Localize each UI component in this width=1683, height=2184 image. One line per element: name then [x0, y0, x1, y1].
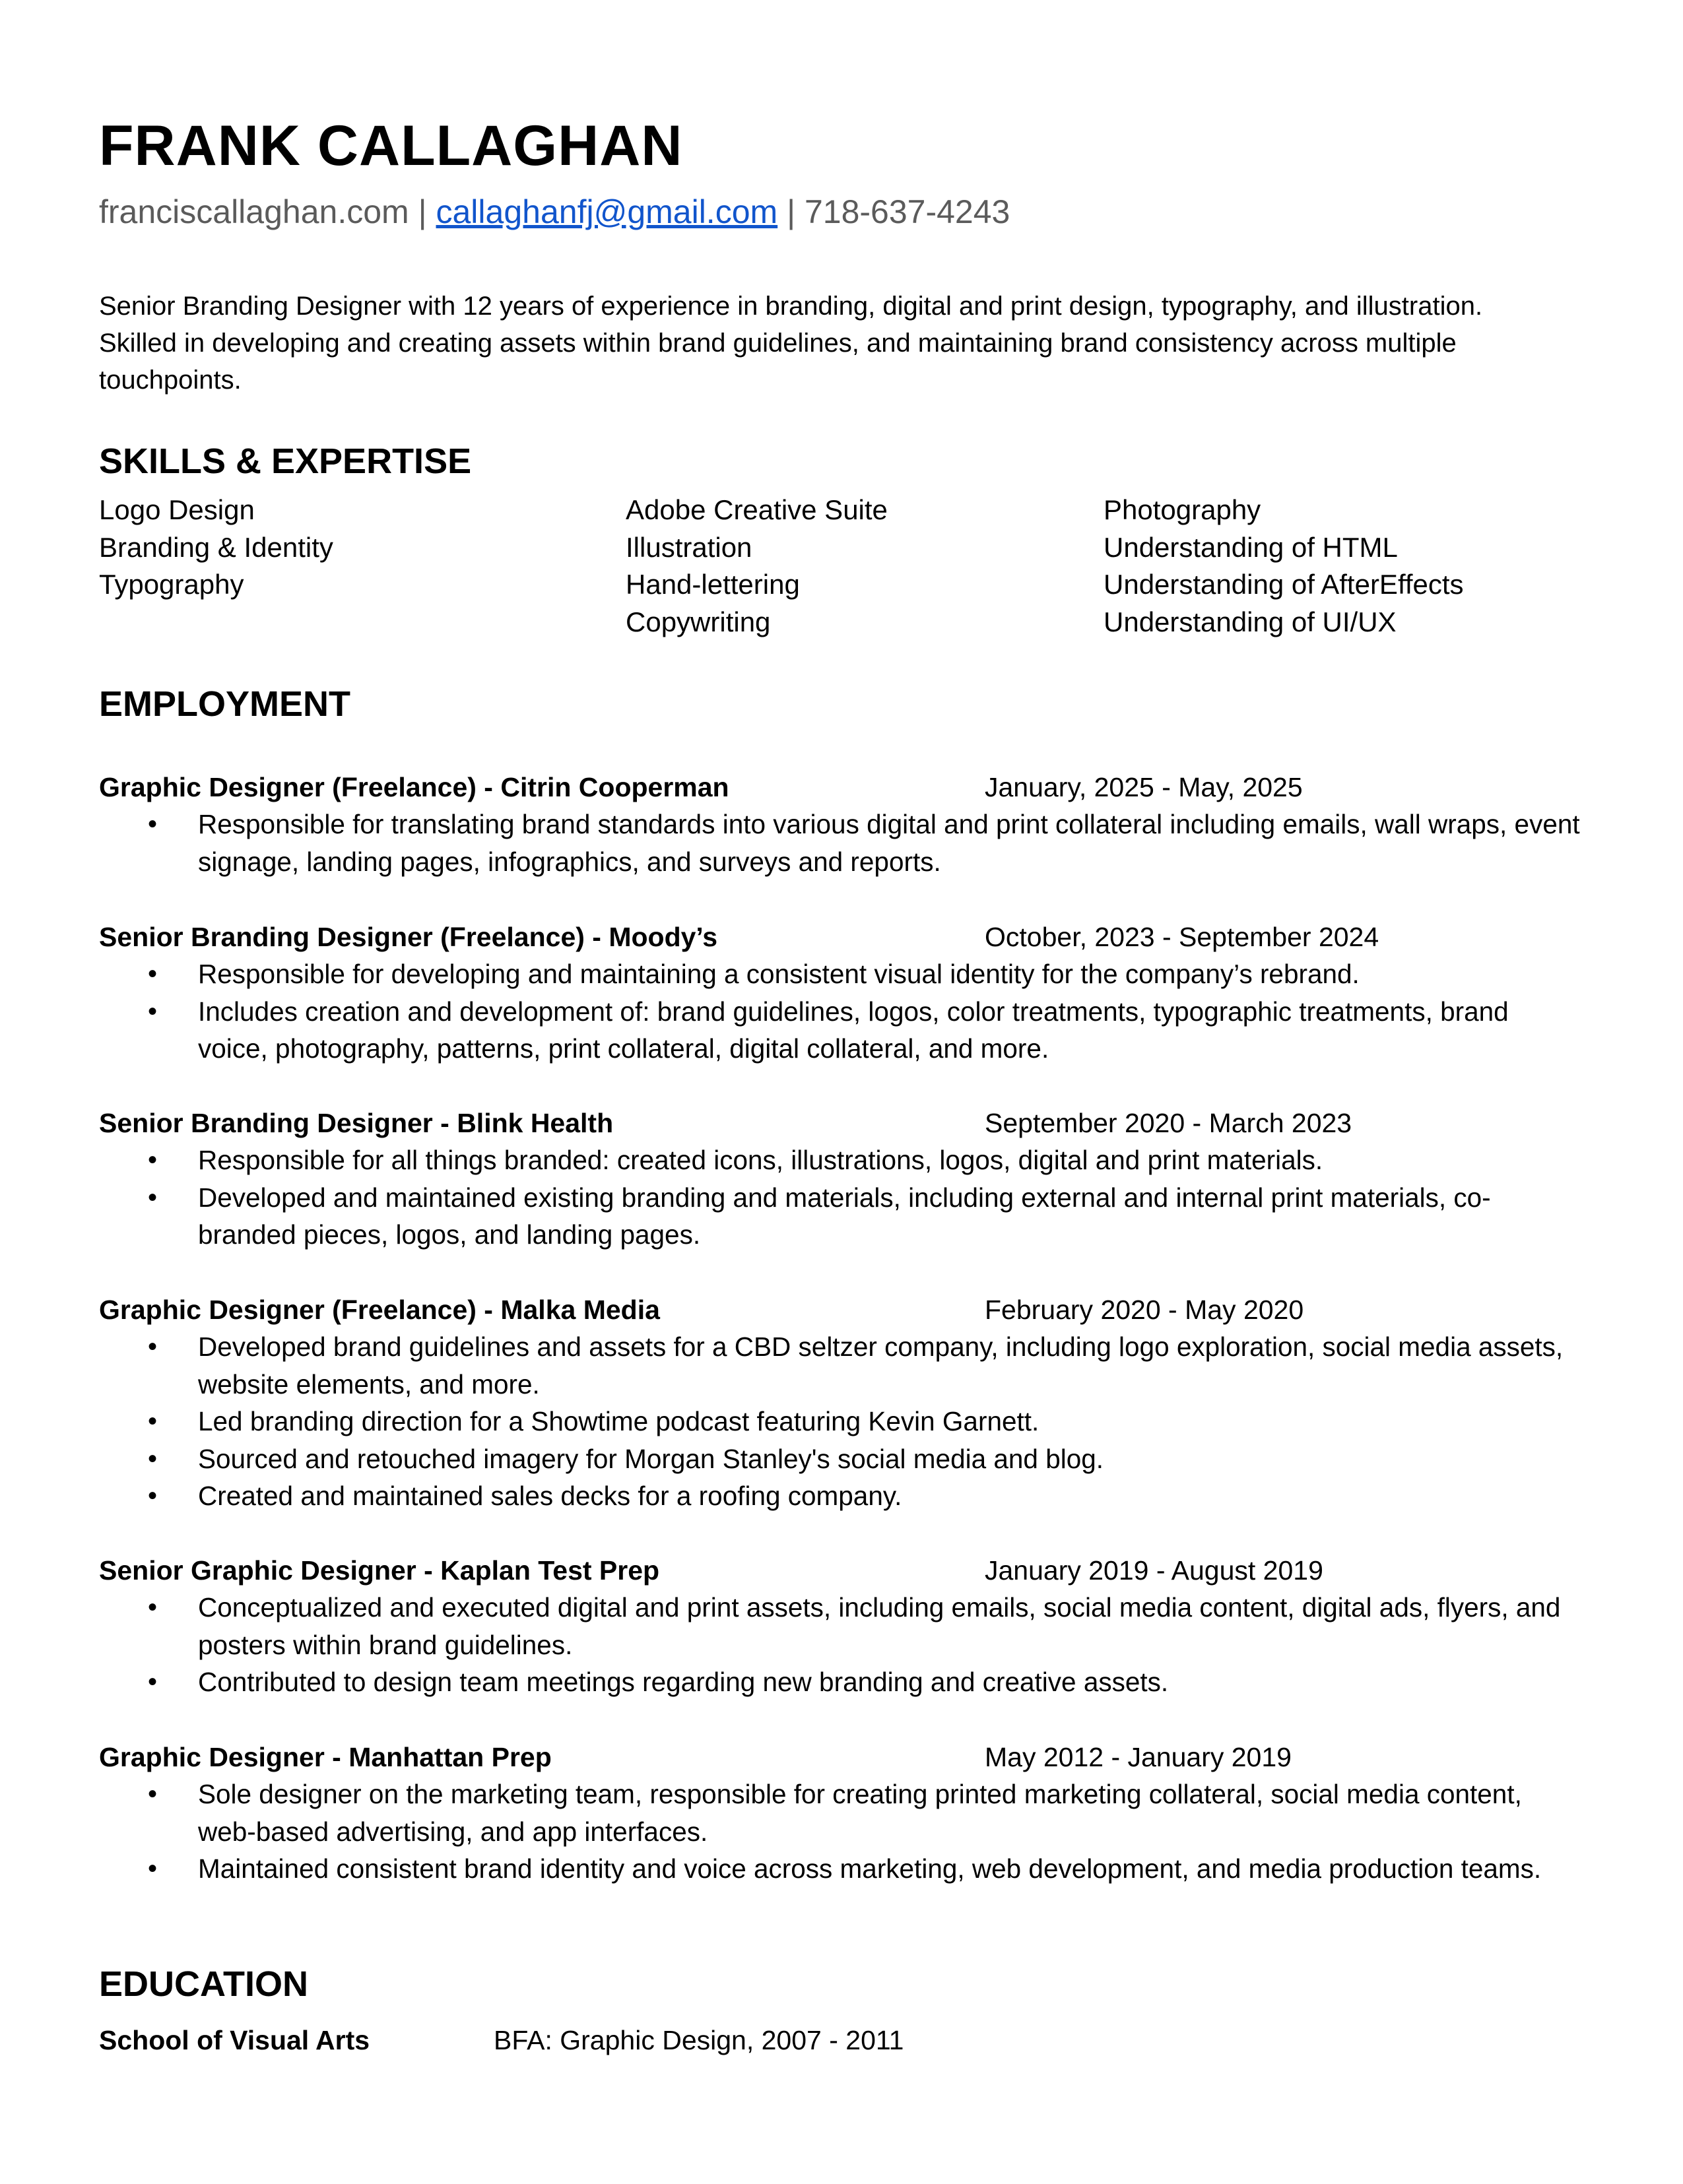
skill-item: Understanding of AfterEffects: [1104, 569, 1464, 600]
job-title: Senior Branding Designer (Freelance) - Moody’s: [99, 922, 718, 952]
job-bullets: [99, 1589, 1584, 1701]
job-entry: [99, 1105, 1584, 1254]
job-bullets: [99, 1776, 1584, 1888]
skill-item: Hand-lettering: [626, 569, 800, 600]
skill-item: Understanding of HTML: [1104, 531, 1398, 563]
job-bullet: • Conceptualized and executed digital and print assets, including emails, social media content, digital ads, flyers, and posters within brand guidelines.: [99, 1589, 1584, 1663]
job-entry: [99, 1291, 1584, 1515]
contact-separator: |: [787, 193, 796, 230]
job-bullet: • Responsible for translating brand standards into various digital and print collateral including emails, wall wraps, event signage, landing pages, infographics, and surveys and reports.: [99, 806, 1584, 880]
contact-line: [99, 195, 1010, 228]
job-header: [99, 1291, 1584, 1328]
email-link[interactable]: callaghanfj@gmail.com: [436, 193, 778, 230]
job-bullets: [99, 1328, 1584, 1515]
job-dates: September 2020 - March 2023: [985, 1108, 1352, 1138]
job-bullet: • Created and maintained sales decks for a roofing company.: [99, 1477, 1584, 1515]
job-dates: January 2019 - August 2019: [985, 1555, 1323, 1586]
job-entry: [99, 1739, 1584, 1888]
job-bullet: • Sole designer on the marketing team, responsible for creating printed marketing collateral, social media content, web-based advertising, and app interfaces.: [99, 1776, 1584, 1850]
job-header: [99, 1552, 1584, 1589]
job-bullets: [99, 955, 1584, 1068]
job-title: Graphic Designer (Freelance) - Malka Media: [99, 1295, 660, 1325]
skill-item: Illustration: [626, 531, 752, 563]
phone-text: 718-637-4243: [804, 193, 1010, 230]
skill-item: Understanding of UI/UX: [1104, 606, 1397, 637]
education-heading: EDUCATION: [99, 1964, 308, 2004]
job-bullet: • Contributed to design team meetings regarding new branding and creative assets.: [99, 1663, 1584, 1701]
skill-item: Copywriting: [626, 606, 771, 637]
job-title: Senior Branding Designer - Blink Health: [99, 1108, 614, 1138]
website-text: franciscallaghan.com: [99, 193, 409, 230]
skills-column-3: [1104, 492, 1464, 641]
job-bullet: • Led branding direction for a Showtime podcast featuring Kevin Garnett.: [99, 1403, 1584, 1440]
employment-heading: EMPLOYMENT: [99, 684, 351, 724]
job-bullet: • Developed and maintained existing branding and materials, including external and internal print materials, co-branded pieces, logos, and landing pages.: [99, 1179, 1584, 1254]
contact-separator: |: [418, 193, 427, 230]
job-dates: February 2020 - May 2020: [985, 1295, 1304, 1325]
job-bullet: • Includes creation and development of: brand guidelines, logos, color treatments, typographic treatments, brand voice, photography, patterns, print collateral, digital collateral, and more.: [99, 993, 1584, 1068]
job-bullets: [99, 1141, 1584, 1254]
skill-item: Logo Design: [99, 494, 255, 525]
skill-item: Adobe Creative Suite: [626, 494, 888, 525]
skills-column-2: [626, 492, 888, 641]
candidate-name: FRANK CALLAGHAN: [99, 114, 683, 177]
job-entry: [99, 769, 1584, 880]
job-header: [99, 1739, 1584, 1776]
job-dates: October, 2023 - September 2024: [985, 922, 1379, 952]
job-bullets: [99, 806, 1584, 880]
job-header: [99, 1105, 1584, 1141]
job-dates: January, 2025 - May, 2025: [985, 772, 1303, 802]
job-title: Senior Graphic Designer - Kaplan Test Prep: [99, 1555, 660, 1586]
job-title: Graphic Designer - Manhattan Prep: [99, 1742, 552, 1772]
skills-column-1: [99, 492, 333, 604]
degree-text: BFA: Graphic Design, 2007 - 2011: [494, 2025, 904, 2055]
skill-item: Typography: [99, 569, 244, 600]
job-bullet: • Developed brand guidelines and assets for a CBD seltzer company, including logo exploration, social media assets, website elements, and more.: [99, 1328, 1584, 1403]
job-dates: May 2012 - January 2019: [985, 1742, 1292, 1772]
job-title: Graphic Designer (Freelance) - Citrin Cooperman: [99, 772, 729, 802]
job-bullet: • Responsible for developing and maintaining a consistent visual identity for the company’s rebrand.: [99, 955, 1584, 993]
school-name: School of Visual Arts: [99, 2025, 370, 2055]
job-header: [99, 918, 1584, 955]
skill-item: Branding & Identity: [99, 531, 333, 563]
professional-summary: Senior Branding Designer with 12 years of experience in branding, digital and print design, typography, and illustration. Skilled in developing and creating assets within brand guidelines, and maintaining brand consistency across multiple touchpoints.: [99, 292, 1483, 395]
skills-heading: SKILLS & EXPERTISE: [99, 441, 472, 481]
job-bullet: • Sourced and retouched imagery for Morgan Stanley's social media and blog.: [99, 1440, 1584, 1478]
job-header: [99, 769, 1584, 806]
job-bullet: • Maintained consistent brand identity and voice across marketing, web development, and media production teams.: [99, 1850, 1584, 1888]
job-bullet: • Responsible for all things branded: created icons, illustrations, logos, digital and print materials.: [99, 1141, 1584, 1179]
skill-item: Photography: [1104, 494, 1261, 525]
job-entry: [99, 1552, 1584, 1701]
job-entry: [99, 918, 1584, 1068]
